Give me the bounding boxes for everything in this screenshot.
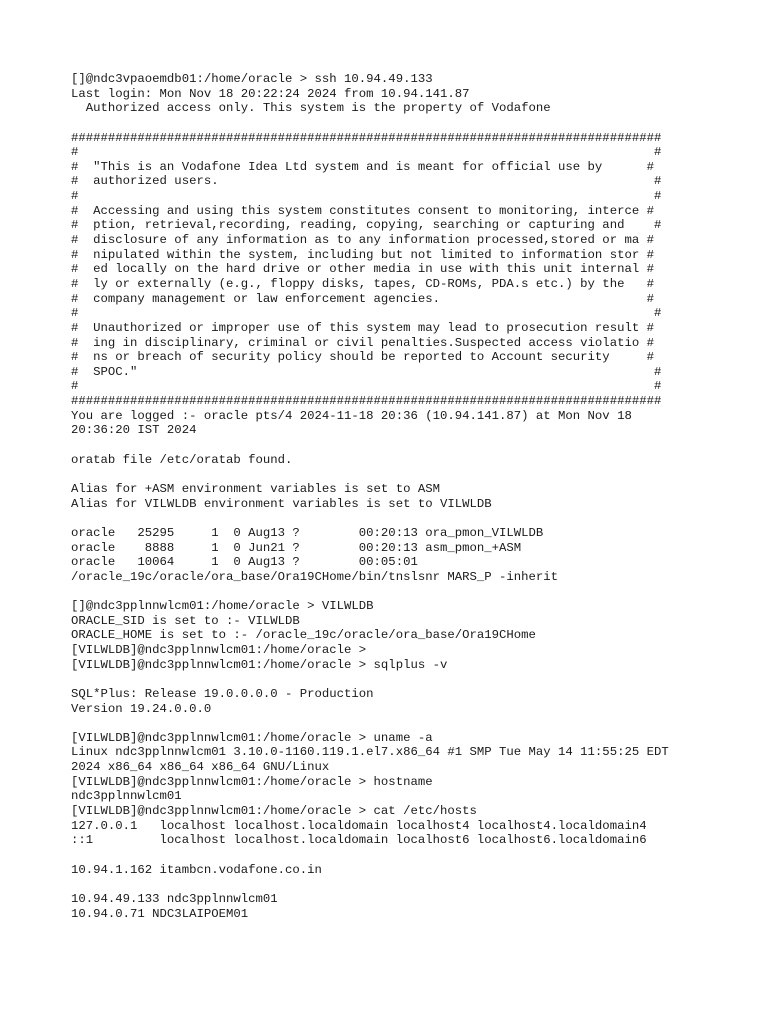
output-line: Version 19.24.0.0.0: [71, 701, 212, 716]
blank-line: [71, 716, 711, 731]
command-line: []@ndc3pplnnwlcm01:/home/oracle > VILWLDB: [71, 599, 374, 614]
blank-line: [71, 848, 711, 863]
command-line: [VILWLDB]@ndc3pplnnwlcm01:/home/oracle > hostname: [71, 774, 433, 789]
banner-line: # #: [71, 379, 662, 394]
oratab-line: oratab file /etc/oratab found.: [71, 452, 293, 467]
blank-line: [71, 584, 711, 599]
output-line: Linux ndc3pplnnwlcm01 3.10.0-1160.119.1.el7.x86_64 #1 SMP Tue May 14 11:55:25 EDT: [71, 745, 669, 760]
output-line: ORACLE_HOME is set to :- /oracle_19c/oracle/ora_base/Ora19CHome: [71, 628, 536, 643]
authorized-access-line: Authorized access only. This system is the property of Vodafone: [71, 101, 551, 116]
prompt-line: [VILWLDB]@ndc3pplnnwlcm01:/home/oracle >: [71, 642, 367, 657]
command-line: [VILWLDB]@ndc3pplnnwlcm01:/home/oracle > uname -a: [71, 730, 433, 745]
hosts-entry-line: 10.94.0.71 NDC3LAIPOEM01: [71, 906, 249, 921]
banner-line: # ing in disciplinary, criminal or civil penalties.Suspected access violatio #: [71, 335, 654, 350]
process-line: oracle 10064 1 0 Aug13 ? 00:05:01: [71, 555, 418, 570]
banner-border-top: ################################################################################: [71, 130, 662, 145]
logged-in-line: You are logged :- oracle pts/4 2024-11-18 20:36 (10.94.141.87) at Mon Nov 18: [71, 408, 632, 423]
hosts-entry-line: 10.94.1.162 itambcn.vodafone.co.in: [71, 862, 322, 877]
banner-line: # Unauthorized or improper use of this system may lead to prosecution result #: [71, 320, 654, 335]
banner-line: # ed locally on the hard drive or other media in use with this unit internal #: [71, 262, 654, 277]
hosts-entry-line: ::1 localhost localhost.localdomain localhost6 localhost6.localdomain6: [71, 833, 647, 848]
output-line: ndc3pplnnwlcm01: [71, 789, 182, 804]
banner-line: # company management or law enforcement agencies. #: [71, 291, 654, 306]
hosts-entry-line: 127.0.0.1 localhost localhost.localdomain localhost4 localhost4.localdomain4: [71, 818, 647, 833]
banner-line: # #: [71, 145, 662, 160]
banner-line: # Accessing and using this system constitutes consent to monitoring, interce #: [71, 203, 654, 218]
ssh-command-line: []@ndc3vpaoemdb01:/home/oracle > ssh 10.94.49.133: [71, 72, 433, 86]
banner-line: # "This is an Vodafone Idea Ltd system and is meant for official use by #: [71, 159, 654, 174]
logged-in-line: 20:36:20 IST 2024: [71, 423, 197, 438]
banner-line: # nipulated within the system, including but not limited to information stor #: [71, 247, 654, 262]
blank-line: [71, 116, 711, 131]
hosts-entry-line: 10.94.49.133 ndc3pplnnwlcm01: [71, 891, 278, 906]
banner-line: # disclosure of any information as to any information processed,stored or ma #: [71, 233, 654, 248]
banner-line: # ns or breach of security policy should be reported to Account security #: [71, 350, 654, 365]
banner-line: # ption, retrieval,recording, reading, copying, searching or capturing and #: [71, 218, 662, 233]
blank-line: [71, 877, 711, 892]
alias-line: Alias for VILWLDB environment variables is set to VILWLDB: [71, 496, 492, 511]
banner-line: # ly or externally (e.g., floppy disks, tapes, CD-ROMs, PDA.s etc.) by the #: [71, 276, 654, 291]
output-line: ORACLE_SID is set to :- VILWLDB: [71, 613, 300, 628]
terminal-output: [71, 72, 711, 921]
banner-line: # #: [71, 189, 662, 204]
banner-line: # authorized users. #: [71, 174, 662, 189]
command-line: [VILWLDB]@ndc3pplnnwlcm01:/home/oracle > cat /etc/hosts: [71, 804, 477, 819]
blank-line: [71, 467, 711, 482]
last-login-line: Last login: Mon Nov 18 20:22:24 2024 from 10.94.141.87: [71, 86, 470, 101]
process-line: oracle 25295 1 0 Aug13 ? 00:20:13 ora_pmon_VILWLDB: [71, 525, 544, 540]
alias-line: Alias for +ASM environment variables is set to ASM: [71, 481, 440, 496]
banner-line: # SPOC." #: [71, 364, 662, 379]
blank-line: [71, 438, 711, 453]
process-line: /oracle_19c/oracle/ora_base/Ora19CHome/bin/tnslsnr MARS_P -inherit: [71, 569, 559, 584]
output-line: SQL*Plus: Release 19.0.0.0.0 - Production: [71, 686, 374, 701]
command-line: [VILWLDB]@ndc3pplnnwlcm01:/home/oracle > sqlplus -v: [71, 657, 448, 672]
output-line: 2024 x86_64 x86_64 x86_64 GNU/Linux: [71, 760, 330, 775]
blank-line: [71, 672, 711, 687]
banner-line: # #: [71, 306, 662, 321]
blank-line: [71, 511, 711, 526]
process-line: oracle 8888 1 0 Jun21 ? 00:20:13 asm_pmon_+ASM: [71, 540, 522, 555]
banner-border-bottom: ################################################################################: [71, 394, 662, 409]
